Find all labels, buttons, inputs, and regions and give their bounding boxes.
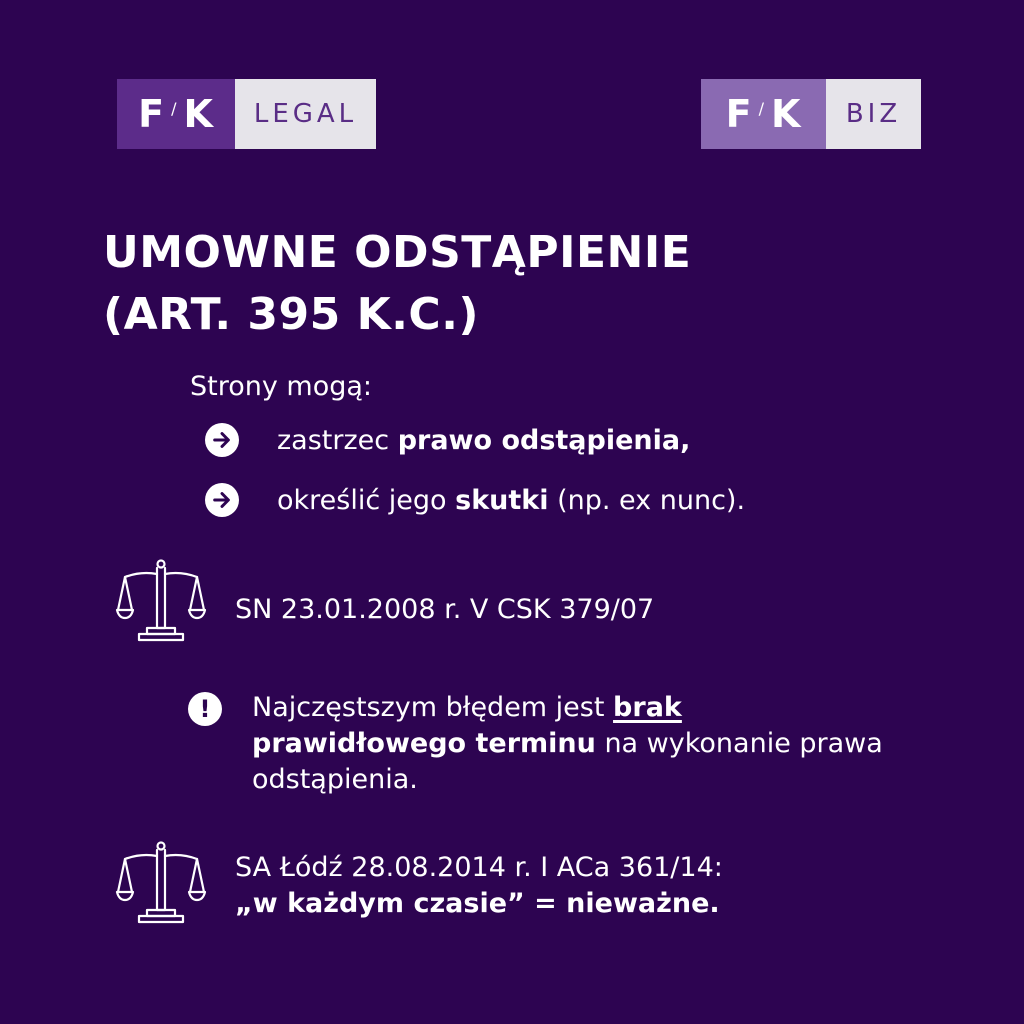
bullet-text: [277, 425, 690, 456]
fk-biz-logo: [701, 79, 921, 149]
scales-of-justice-icon: [115, 840, 207, 930]
warning-text-plain: Najczęstszym błędem jest: [252, 692, 614, 723]
bullet-text-suffix: (np. ex nunc).: [548, 484, 746, 516]
bullet-text-bold: skutki: [455, 484, 549, 516]
intro-text: Strony mogą:: [190, 371, 373, 402]
logo-letter-k: K: [770, 92, 802, 136]
arrow-right-circle-icon: [205, 423, 239, 457]
warning-text-underlined: brak: [613, 692, 682, 723]
court-ruling: [235, 850, 723, 922]
exclamation-circle-icon: !: [188, 692, 222, 726]
bullet-text: [277, 485, 745, 516]
bullet-text-plain: określić jego: [277, 484, 456, 516]
bullet-text-bold: prawo odstąpienia,: [397, 424, 691, 456]
bullet-item: [205, 483, 745, 517]
logo-letter-f: F: [138, 92, 166, 136]
logo-letter-k: K: [183, 92, 214, 136]
fk-biz-logo-word: BIZ: [826, 79, 921, 149]
logo-slash: /: [171, 98, 178, 118]
warning-text-suffix: na wykonanie prawa odstąpienia.: [252, 728, 883, 795]
fk-biz-logo-mark: [701, 79, 826, 149]
page-title: [103, 222, 691, 346]
ruling-quote: „w każdym czasie” = nieważne.: [235, 888, 720, 919]
fk-legal-logo-mark: [117, 79, 235, 149]
page-title-line-1: UMOWNE ODSTĄPIENIE: [103, 227, 692, 278]
scales-of-justice-icon: [115, 558, 207, 648]
logo-slash: /: [758, 98, 765, 118]
ruling-text: SN 23.01.2008 r. V CSK 379/07: [235, 594, 655, 625]
warning-text-bold: prawidłowego terminu: [252, 728, 596, 759]
fk-legal-logo-word: LEGAL: [235, 79, 376, 149]
fk-legal-logo: [117, 79, 376, 149]
warning-text: [252, 690, 892, 798]
page-title-line-2: (ART. 395 K.C.): [103, 289, 480, 340]
court-ruling: [235, 592, 654, 628]
ruling-text: SA Łódź 28.08.2014 r. I ACa 361/14:: [235, 852, 723, 883]
logo-letter-f: F: [725, 92, 753, 136]
arrow-right-circle-icon: [205, 483, 239, 517]
bullet-text-plain: zastrzec: [277, 424, 398, 456]
bullet-item: [205, 423, 690, 457]
